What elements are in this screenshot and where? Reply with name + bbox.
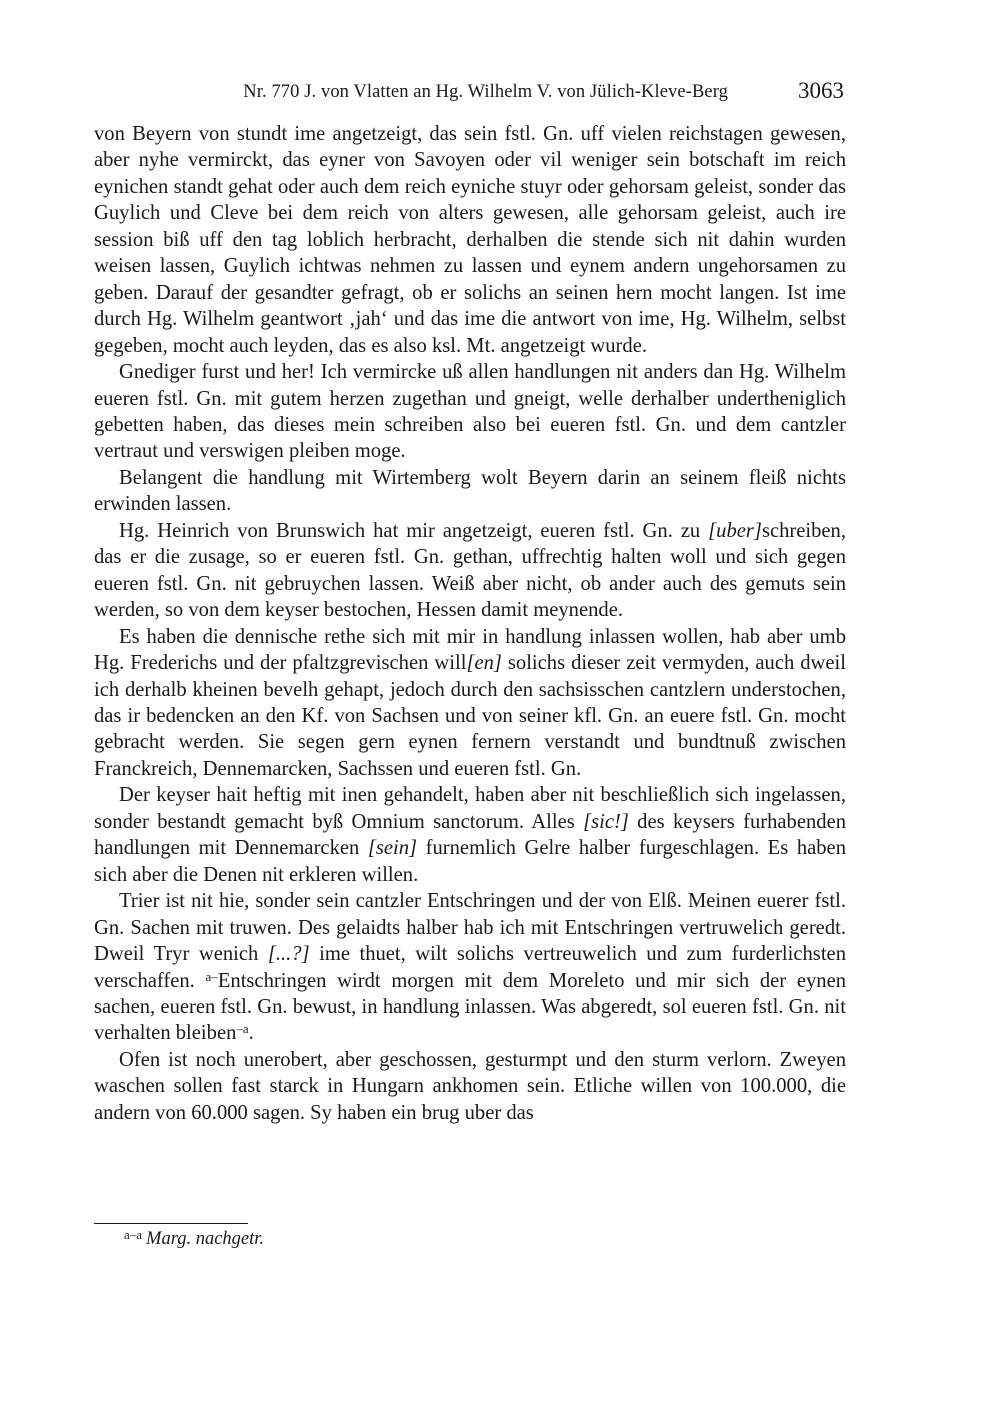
paragraph (94, 888, 846, 1047)
text-run: schreiben, das er die zusage, so er eueren fstl. Gn. gethan, uffrechtig halten woll und sich gegen eueren fstl. Gn. nit gebruychen lassen. Weiß aber nicht, ob ander auch des gemuts sein werden, so von dem keyser bestochen, Hessen damit meynende. (94, 519, 846, 622)
text-run: Belangent die handlung mit Wirtemberg wolt Beyern darin an seinem fleiß nichts erwinden lassen. (94, 466, 846, 516)
editorial-insertion: [sic!] (583, 810, 629, 833)
running-title: Nr. 770 J. von Vlatten an Hg. Wilhelm V. von Jülich-Kleve-Berg (243, 82, 728, 102)
paragraph (94, 518, 846, 624)
text-run: des keysers furhabenden handlungen mit Dennemarcken (94, 810, 847, 860)
editorial-insertion: [sein] (367, 837, 418, 860)
text-run: Es haben die dennische rethe sich mit mir in handlung inlassen wollen, hab aber umb Hg. Frederichs und der pfaltzgrevischen will (94, 625, 846, 675)
editorial-insertion: [...?] (267, 943, 310, 966)
paragraph (94, 624, 846, 783)
footnote-text: Marg. nachgetr. (146, 1229, 265, 1249)
text-run: ime thuet, wilt solichs vertreuwelich und zum furderlichsten verschaffen. (94, 943, 846, 992)
text-run: . (248, 1022, 254, 1045)
text-run: von Beyern von stundt ime angetzeigt, das sein fstl. Gn. uff vielen reichstagen gewesen, aber nyhe vermirckt, das eyner von Savoyen oder vil weniger sein botschaft im reich eynichen standt gehat oder auch dem reich eyniche stuyr oder gehorsam geleist, sonder das Guylich und Cleve bei dem reich von alters gewesen, alle gehorsam geleist, auch ire session biß uff den tag loblich herbracht, derhalben die stende sich nit dahin wurden weisen lassen, Guylich ichtwas nehmen zu lassen und eynem andern ungehorsamen zu geben. Darauf der gesandter gefragt, ob er solichs an seinen hern mocht langen. Ist ime durch Hg. Wilhelm geantwort ‚jah‘ und das ime die antwort von ime, Hg. Wilhelm, selbst gegeben, mocht auch leyden, das es also ksl. Mt. angetzeigt wurde. (94, 123, 846, 357)
text-run: Entschringen wirdt morgen mit dem Moreleto und mir sich der eynen sachen, eueren fstl. Gn. bewust, in handlung inlassen. Was abgeredt, sol eueren fstl. Gn. nit verhalten bleiben (94, 969, 847, 1045)
page-number: 3063 (798, 78, 844, 103)
footnote-reference: –a (236, 1021, 249, 1037)
paragraph (94, 359, 846, 465)
footnote-rule (94, 1223, 248, 1224)
footnote-reference: a– (205, 968, 218, 984)
body-text (94, 121, 846, 1126)
paragraph (94, 1047, 846, 1126)
text-run: Gnediger furst und her! Ich vermircke uß allen handlungen nit anders dan Hg. Wilhelm eueren fstl. Gn. mit gutem herzen zugethan und gneigt, welle derhalber undertheniglich gebetten haben, das dieses mein schreiben also bei eueren fstl. Gn. und dem cantzler vertraut und verswigen pleiben moge. (94, 361, 846, 463)
text-run: furnemlich Gelre halber furgeschlagen. Es haben sich aber die Denen nit erkleren willen. (94, 837, 846, 886)
text-run: Der keyser hait heftig mit inen gehandelt, haben aber nit beschließlich sich ingelassen, sonder bestandt gemacht byß Omnium sanctorum. Alles (94, 784, 846, 833)
document-page (94, 0, 846, 1418)
footnote-mark: a–a (124, 1227, 143, 1242)
paragraph (94, 465, 846, 518)
text-run: Ofen ist noch unerobert, aber geschossen, gesturmpt und den sturm verlorn. Zweyen waschen sollen fast starck in Hungarn ankhomen sein. Etliche willen von 100.000, die andern von 60.000 sagen. Sy haben ein brug uber das (94, 1048, 846, 1124)
text-run: Hg. Heinrich von Brunswich hat mir angetzeigt, eueren fstl. Gn. zu (119, 519, 709, 542)
running-head (94, 78, 846, 110)
text-run: Trier ist nit hie, sonder sein cantzler Entschringen und der von Elß. Meinen euerer fstl. Gn. Sachen mit truwen. Des gelaidts halber hab ich mit Entschringen vertruwelich geredt. Dweil Tryr wenich (94, 890, 846, 966)
editorial-insertion: [uber] (708, 519, 762, 542)
text-run: solichs dieser zeit vermyden, auch dweil ich derhalb kheinen bevelh gehapt, jedoch durch den sachsisschen cantzlern understochen, das ir bedencken an den Kf. von Sachsen und von seiner kfl. Gn. an euere fstl. Gn. mocht gebracht werden. Sie segen gern eynen fernern verstandt und bundtnuß zwischen Franckreich, Dennemarcken, Sachssen und eueren fstl. Gn. (94, 652, 846, 780)
footnote (124, 1229, 264, 1250)
paragraph (94, 121, 846, 359)
editorial-insertion: [en] (466, 652, 502, 675)
paragraph (94, 782, 846, 888)
